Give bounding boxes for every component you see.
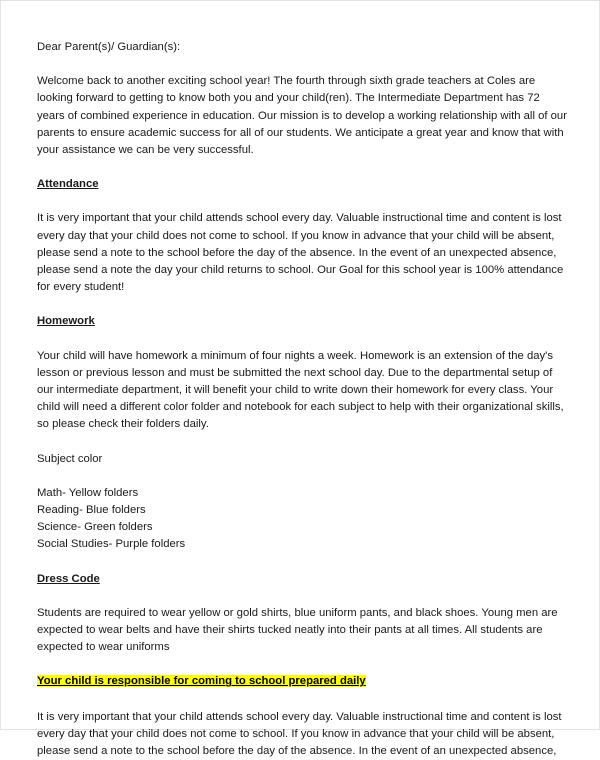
list-item: Reading- Blue folders <box>37 504 146 517</box>
list-item: Science- Green folders <box>37 521 153 534</box>
homework-paragraph: Your child will have homework a minimum of four nights a week. Homework is an extension of the day's lesson or previous lesson and must be submitted the next school day. Due to the departmental setup of our intermediate department, it will benefit your child to write down their homework for every class. Your child will need a different color folder and notebook for each subject to help with their organizational skills, so please check their folders daily. <box>37 349 564 431</box>
list-item: Math- Yellow folders <box>37 486 139 499</box>
list-item: Social Studies- Purple folders <box>37 538 186 551</box>
subject-color-label: Subject color <box>37 452 103 465</box>
closing-paragraph: It is very important that your child attends school every day. Valuable instructional time and content is lost every day that your child does not come to school. If you know in advance that your child will be absent, please send a note to the school before the day of the absence. In the event of an unexpected absence, <box>37 710 562 758</box>
dress-code-paragraph: Students are required to wear yellow or gold shirts, blue uniform pants, and black shoes. Young men are expected to wear belts and have their shirts tucked neatly into their pants at all times. All students are expected to wear uniforms <box>37 606 558 654</box>
intro-paragraph: Welcome back to another exciting school year! The fourth through sixth grade teachers at Coles are looking forward to getting to know both you and your child(ren). The Intermediate Department has 72 years of combined experience in education. Our mission is to develop a working relationship with all of our parents to ensure academic success for all of our students. We anticipate a great year and know that with your assistance we can be very successful. <box>37 75 567 157</box>
attendance-paragraph: It is very important that your child attends school every day. Valuable instructional time and content is lost every day that your child does not come to school. If you know in advance that your child will be absent, please send a note to the school before the day of the absence. In the event of an unexpected absence, please send a note the day your child returns to school. Our Goal for this school year is 100% attendance for every student! <box>37 212 564 294</box>
highlighted-statement: Your child is responsible for coming to school prepared daily <box>37 675 366 688</box>
highlighted-statement-line <box>37 673 569 690</box>
attendance-heading: Attendance <box>37 178 99 191</box>
document-body <box>37 39 569 760</box>
salutation: Dear Parent(s)/ Guardian(s): <box>37 41 181 53</box>
dress-code-heading: Dress Code <box>37 572 100 585</box>
subject-color-list <box>37 485 569 554</box>
homework-heading: Homework <box>37 315 95 328</box>
